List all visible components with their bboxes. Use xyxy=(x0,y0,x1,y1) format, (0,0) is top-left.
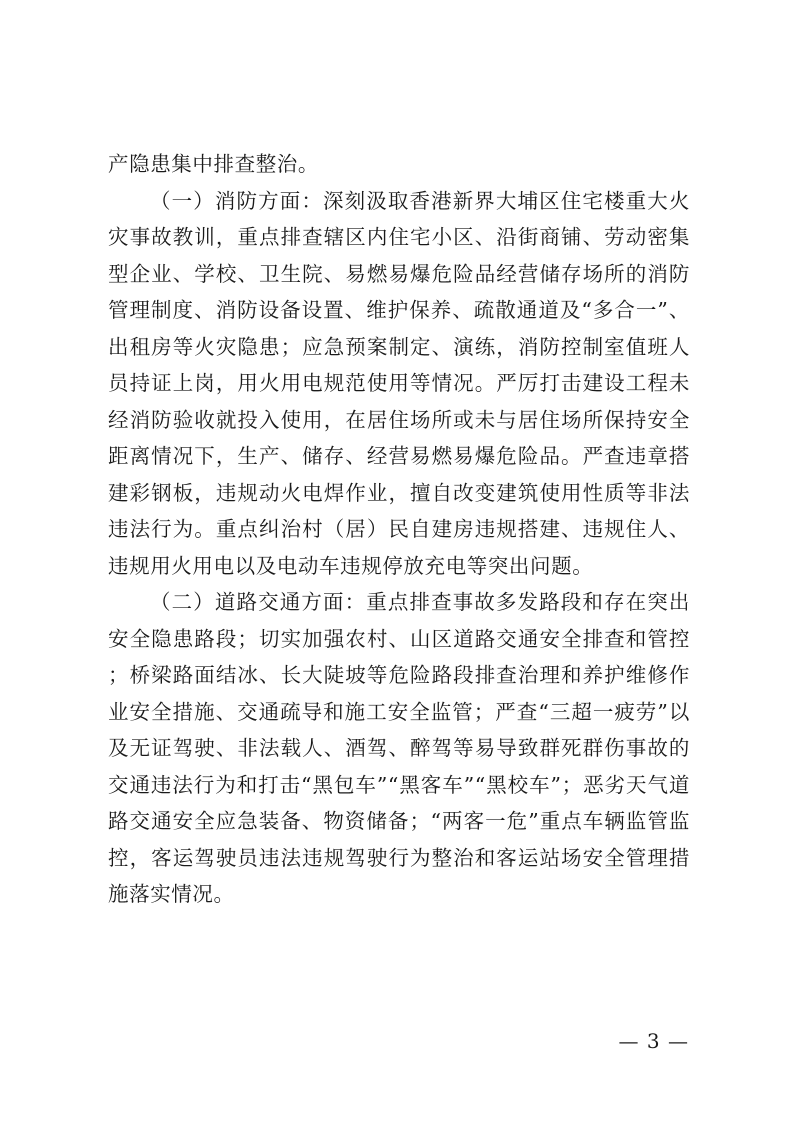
page-number: — 3 — xyxy=(618,1029,689,1053)
paragraph-continuation: 产隐患集中排查整治。 xyxy=(108,152,319,176)
paragraph-fire-safety: （一）消防方面：深刻汲取香港新界大埔区住宅楼重大火灾事故教训，重点排查辖区内住宅小区、沿街商铺、劳动密集型企业、学校、卫生院、易燃易爆危险品经营储存场所的消防管理制度、消防设备设置、维护保养、疏散通道及“多合一”、出租房等火灾隐患；应急预案制定、演练，消防控制室值班人员持证上岗，用火用电规范使用等情况。严厉打击建设工程未经消防验收就投入使用，在居住场所或未与居住场所保持安全距离情况下，生产、储存、经营易燃易爆危险品。严查违章搭建彩钢板，违规动火电焊作业，擅自改变建筑使用性质等非法违法行为。重点纠治村（居）民自建房违规搭建、违规住人、违规用火用电以及电动车违规停放充电等突出问题。 xyxy=(108,188,690,578)
paragraph-road-traffic: （二）道路交通方面：重点排查事故多发路段和存在突出安全隐患路段；切实加强农村、山区道路交通安全排查和管控；桥梁路面结冰、长大陡坡等危险路段排查治理和养护维修作业安全措施、交通疏导和施工安全监管；严查“三超一疲劳”以及无证驾驶、非法载人、酒驾、醉驾等易导致群死群伤事故的交通违法行为和打击“黑包车”“黑客车”“黑校车”；恶劣天气道路交通安全应急装备、物资储备；“两客一危”重点车辆监管监控，客运驾驶员违法违规驾驶行为整治和客运站场安全管理措施落实情况。 xyxy=(108,590,690,906)
document-body xyxy=(108,146,690,913)
